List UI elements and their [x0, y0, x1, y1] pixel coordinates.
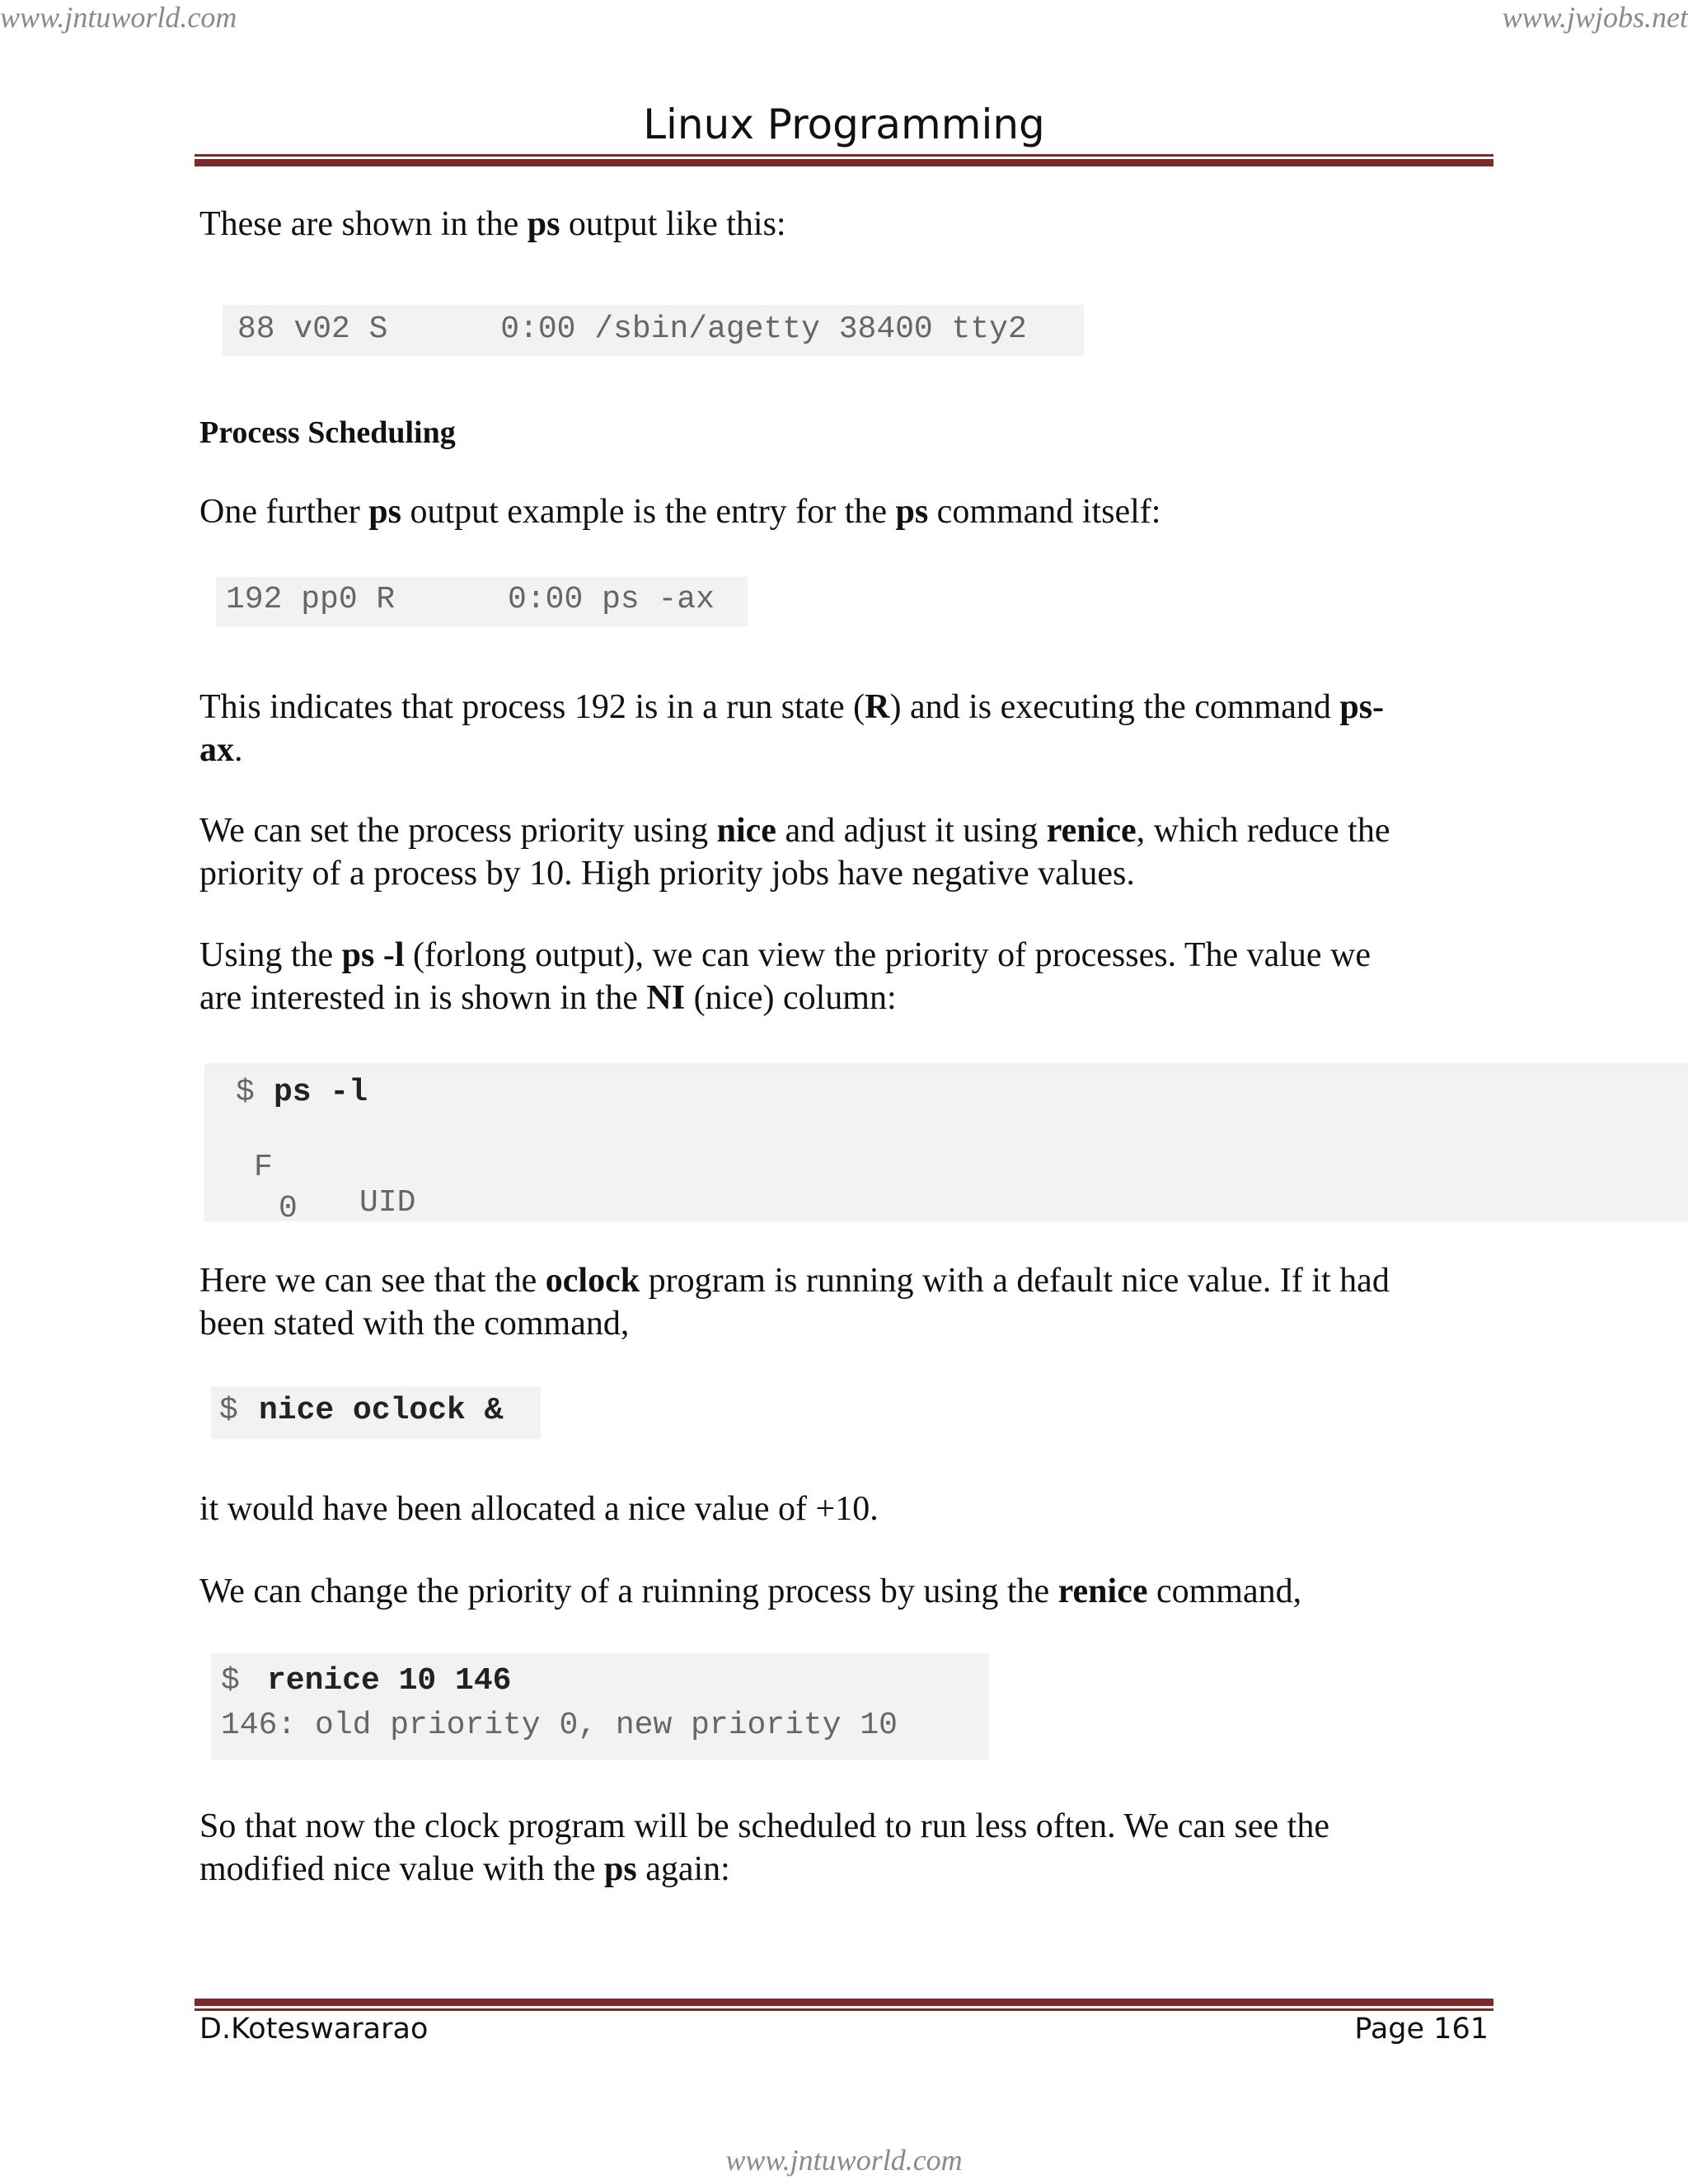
paragraph-nice-renice: We can set the process priority using nice and adjust it using renice, which reduce the priority of a process by 10. High priority jobs have negative values.	[199, 812, 1390, 893]
intro-paragraph: These are shown in the ps output like this:	[199, 205, 786, 243]
paragraph-oclock: Here we can see that the oclock program is running with a default nice value. If it had been stated with the command,	[199, 1262, 1390, 1343]
prompt-symbol: $	[236, 1075, 255, 1110]
prompt-symbol: $	[219, 1393, 238, 1428]
ps-table-header-row	[204, 1114, 1688, 1221]
code-block-ps-l	[204, 1063, 1688, 1221]
paragraph-nice-value: it would have been allocated a nice value of +10.	[199, 1490, 879, 1528]
paragraph-ps-entry: One further ps output example is the entry for the ps command itself:	[199, 493, 1161, 531]
watermark-top-left: www.jntuworld.com	[0, 1, 237, 34]
section-heading: Process Scheduling	[199, 415, 456, 450]
column-header: F	[254, 1150, 273, 1185]
column-header: UID	[359, 1185, 416, 1221]
header-rule-thin	[195, 154, 1493, 157]
footer-author: D.Koteswararao	[199, 2013, 429, 2046]
page-header-title: Linux Programming	[643, 101, 1045, 148]
prompt-symbol: $	[221, 1663, 240, 1699]
footer-rule-thin	[195, 2008, 1493, 2011]
ps-l-command: ps -l	[274, 1075, 368, 1110]
renice-command: renice 10 146	[267, 1663, 512, 1699]
code-block-ps-ax	[216, 577, 748, 626]
footer-page-number: Page 161	[1354, 2013, 1489, 2046]
watermark-top-right: www.jwjobs.net	[1502, 1, 1688, 34]
paragraph-renice: We can change the priority of a ruinning process by using the renice command,	[199, 1572, 1302, 1610]
code-line: 192 pp0 R 0:00 ps -ax	[226, 582, 715, 617]
code-block-agetty	[223, 305, 1084, 356]
footer-rule-thick	[195, 1999, 1493, 2006]
table-cell: 0	[279, 1191, 298, 1221]
watermark-bottom: www.jntuworld.com	[725, 2144, 963, 2177]
paragraph-ps-l: Using the ps -l (forlong output), we can view the priority of processes. The value we are interested in is shown in the NI (nice) column:	[199, 936, 1372, 1017]
code-line: 88 v02 S 0:00 /sbin/agetty 38400 tty2	[237, 312, 1027, 347]
code-block-renice	[211, 1653, 989, 1760]
code-block-nice-oclock	[211, 1386, 541, 1439]
paragraph-run-state: This indicates that process 192 is in a run state (R) and is executing the command ps- ax.	[199, 688, 1385, 769]
nice-command: nice oclock &	[259, 1393, 504, 1428]
header-rule-thick	[195, 159, 1493, 166]
paragraph-scheduled: So that now the clock program will be scheduled to run less often. We can see the modified nice value with the ps again:	[199, 1807, 1329, 1888]
renice-output: 146: old priority 0, new priority 10	[221, 1708, 898, 1743]
